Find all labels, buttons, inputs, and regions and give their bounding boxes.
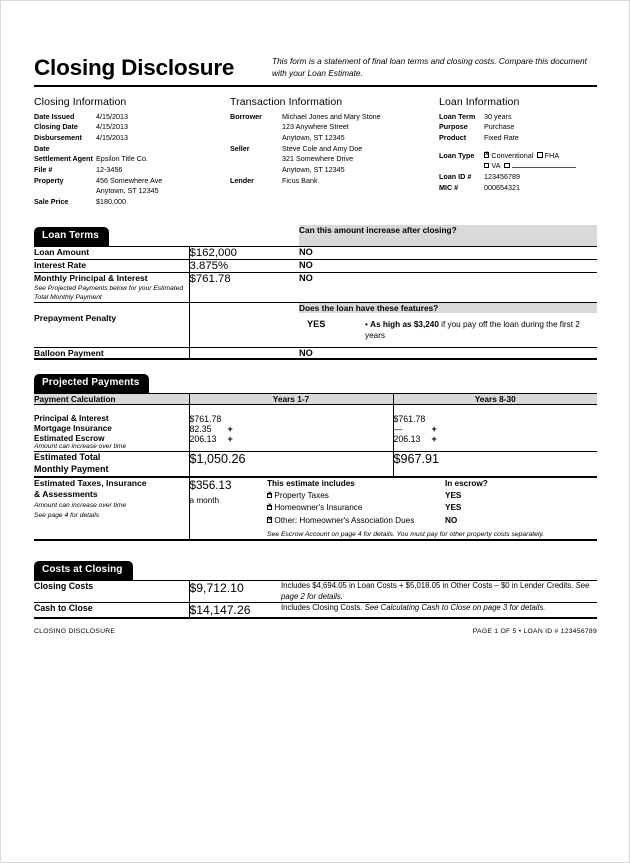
row-col2-mortgage-insurance [393,424,597,434]
desc-plain: Includes Closing Costs. [281,603,365,613]
loan-terms-table [34,225,597,360]
checkbox-va-icon[interactable] [484,163,489,168]
projected-payments-section [34,372,597,541]
label-line1: Estimated Total [34,452,101,463]
row-col2-principal-interest [393,404,597,424]
row-col2-estimated-escrow [393,434,597,452]
label: MIC # [439,182,459,192]
value: 4/15/2013 [96,122,128,132]
table-row-interest-rate [34,259,597,272]
desc-italic: See Calculating Cash to Close on page 3 for details. [364,603,546,613]
amount-period: a month [189,496,220,506]
label: Loan ID # [439,171,472,181]
loan-information-block [439,96,597,208]
document-header [34,1,597,82]
option-label-va: VA [491,161,501,171]
row-col1-mortgage-insurance [189,424,393,434]
label: Borrower [230,111,262,121]
info-row-borrower-line3: Anytown, ST 12345 [282,132,345,142]
table-row-principal-interest [34,404,597,424]
loan-terms-features-header-row [34,303,597,314]
row-amount-cash-to-close: $14,147.26 [189,603,281,619]
escrow-footnote: See Escrow Account on page 4 for details. You must pay for other property costs separately. [267,530,545,538]
row-label-estimated-taxes [34,477,189,541]
loan-type-options-row1 [484,151,597,162]
page-content [34,1,597,635]
loan-information-heading: Loan Information [439,95,520,108]
row-label-closing-costs: Closing Costs [34,580,189,603]
label-note: Amount can increase over time [34,442,127,450]
info-row-file-number [34,165,230,176]
label-line1: Estimated Taxes, Insurance [34,477,147,488]
item-label-cell [267,502,445,514]
value: 000654321 [484,182,520,192]
prepayment-detail-rest: if you pay off the loan during the first 2 years [365,320,580,341]
value: 12-3456 [96,164,123,174]
loan-terms-tab: Loan Terms [34,227,109,246]
empty-cell [189,372,393,393]
row-label-mortgage-insurance: Mortgage Insurance [34,423,112,433]
desc-italic: See page 2 for details. [281,580,590,601]
info-row-property [34,176,230,187]
empty-cell [281,559,597,580]
table-row-estimated-escrow [34,434,597,452]
info-row-sale-price [34,197,230,208]
info-row-borrower-line2: 123 Anywhere Street [282,122,349,132]
amount: $356.13 [189,478,232,492]
loan-type-other-input[interactable] [512,161,576,168]
info-row-product [439,133,597,144]
prepayment-answer: YES [307,319,326,330]
label: Date Issued [34,111,75,121]
loan-terms-features-header: Does the loan have these features? [299,303,597,314]
header-description: This form is a statement of final loan terms and closing costs. Compare this document with your Loan Estimate. [272,56,587,78]
row-value-monthly-principal-interest: $761.78 [189,272,299,302]
row-label-estimated-escrow [34,434,189,452]
estimated-taxes-includes-cell [267,477,597,541]
table-row-monthly-principal-interest [34,272,597,302]
desc-plain: Includes $4,694.05 in Loan Costs + $5,018.05 in Other Costs – $0 in Lender Credits. [281,580,576,590]
label: Disbursement Date [34,132,82,153]
amount: 206.13 [393,433,421,444]
amount: $761.78 [393,413,426,424]
projected-payments-table [34,372,597,476]
projected-payments-header-row [34,372,597,393]
label-note2: See page 4 for details [34,512,100,520]
includes-header: This estimate includes [267,478,355,488]
row-label-monthly-principal-interest [34,272,189,302]
empty-cell [189,559,281,580]
item-label-cell [267,515,445,527]
value: 456 Somewhere Ave [96,175,163,185]
row-value-interest-rate: 3.875% [189,259,299,272]
costs-at-closing-section [34,559,597,619]
label: Seller [230,143,250,153]
col-header-years-1-7: Years 1-7 [189,393,393,404]
transaction-information-block [230,96,439,208]
value: Epsilon Title Co. [96,154,148,164]
loan-terms-section [34,225,597,360]
plus-sign: + [227,423,233,434]
table-row-loan-amount [34,246,597,259]
value: $180,000 [96,196,126,206]
info-row-borrower [230,112,439,123]
table-row-estimated-total-monthly-payment [34,452,597,476]
label: Purpose [439,122,468,132]
row-label-balloon-payment: Balloon Payment [34,348,189,360]
row-answer-interest-rate: NO [299,259,597,272]
empty-cell [189,303,299,314]
estimated-taxes-amount-cell [189,477,267,541]
info-row-loan-type [439,151,597,162]
col-header-payment-calculation: Payment Calculation [34,393,189,404]
projected-payments-tab-cell [34,372,189,393]
label: Loan Term [439,111,476,121]
item-label-cell [267,490,445,502]
loan-terms-tab-cell [34,225,189,246]
option-label-fha: FHA [544,150,560,160]
closing-information-heading: Closing Information [34,95,127,108]
plus-sign: + [431,423,437,434]
row-label-cash-to-close: Cash to Close [34,603,189,619]
row-description-closing-costs [281,580,597,603]
spacer [34,360,597,372]
row-label-prepayment-penalty: Prepayment Penalty [34,313,117,324]
info-row-seller [230,144,439,155]
row-value-loan-amount: $162,000 [189,246,299,259]
projected-payments-column-headers [34,393,597,404]
row-description-cash-to-close [281,603,597,619]
row-col1-estimated-escrow [189,434,393,452]
row-label-loan-amount: Loan Amount [34,246,189,259]
item-in-escrow: YES [445,491,462,501]
value: Fixed Rate [484,132,519,142]
table-row-balloon-payment [34,348,597,360]
costs-header-row [34,559,597,580]
empty-cell [393,372,597,393]
amount: — [393,423,403,434]
item-in-escrow: YES [445,503,462,513]
label: Property [34,175,64,185]
costs-at-closing-table [34,559,597,619]
label: File # [34,164,53,174]
row-answer-monthly-principal-interest: NO [299,272,597,302]
checkbox-property-taxes-icon[interactable] [267,493,272,498]
label: Product [439,132,467,142]
info-row-date-issued [34,112,230,123]
information-columns [34,87,597,208]
option-label-conventional: Conventional [491,150,534,160]
info-row-mic [439,183,597,194]
label-text: Monthly Principal & Interest [34,272,148,283]
row-value-prepayment-penalty [189,313,299,348]
amount: $761.78 [189,413,222,424]
plus-sign: + [431,433,437,444]
info-row-closing-date [34,122,230,133]
row-label-interest-rate: Interest Rate [34,259,189,272]
row-col1-estimated-total: $1,050.26 [189,452,393,476]
prepayment-detail: • As high as $3,240 if you pay off the loan during the first 2 years [365,320,580,341]
checkbox-fha-icon[interactable] [537,152,542,157]
info-row-lender [230,176,439,187]
label-text: Estimated Escrow [34,433,105,443]
includes-header-row [267,478,597,490]
table-row-mortgage-insurance [34,424,597,434]
label: Loan Type [439,150,475,160]
amount: 82.35 [189,423,212,434]
list-item-homeowners-insurance [267,502,597,514]
spacer [439,144,597,151]
table-row-cash-to-close [34,603,597,619]
item-label: Homeowner's Insurance [274,503,363,513]
info-row-loan-term [439,112,597,123]
row-col2-estimated-total: $967.91 [393,452,597,476]
value: Steve Cole and Amy Doe [282,143,363,153]
col-header-years-8-30: Years 8-30 [393,393,597,404]
item-label: Property Taxes [274,491,329,501]
label-line2: Monthly Payment [34,464,109,475]
estimated-taxes-table [34,476,597,542]
value: 4/15/2013 [96,111,128,121]
row-answer-balloon-payment: NO [299,348,597,360]
page-title: Closing Disclosure [34,55,235,81]
info-row-loan-id [439,172,597,183]
checkbox-other-hoa-dues-icon[interactable] [267,517,272,522]
label: Closing Date [34,122,78,132]
row-value-balloon-payment [189,348,299,360]
list-item-property-taxes [267,490,597,502]
transaction-information-heading: Transaction Information [230,95,343,108]
row-label-principal-interest: Principal & Interest [34,404,189,424]
label-line2: & Assessments [34,488,98,499]
page-footer [34,619,597,635]
spacer [34,541,597,559]
in-escrow-header: In escrow? [445,478,488,488]
loan-terms-header-row [34,225,597,246]
label: Sale Price [34,196,69,206]
spacer [34,207,597,225]
info-row-property-line2: Anytown, ST 12345 [96,186,159,196]
costs-at-closing-tab: Costs at Closing [34,561,133,580]
checkbox-homeowners-insurance-icon[interactable] [267,505,272,510]
amount: 206.13 [189,433,217,444]
label-note1: Amount can increase over time [34,502,127,510]
info-row-seller-line3: Anytown, ST 12345 [282,164,345,174]
closing-information-block [34,96,230,208]
checkbox-other-icon[interactable] [504,163,509,168]
checkbox-conventional-icon[interactable] [484,152,489,157]
value: 30 years [484,111,512,121]
plus-sign: + [227,433,233,444]
loan-terms-increase-header: Can this amount increase after closing? [299,225,597,246]
table-row-estimated-taxes [34,477,597,541]
table-row-closing-costs [34,580,597,603]
list-item-other-hoa-dues [267,515,597,527]
info-row-settlement-agent [34,154,230,165]
footer-left: CLOSING DISCLOSURE [34,628,116,636]
value: Michael Jones and Mary Stone [282,111,381,121]
info-row-purpose [439,122,597,133]
value: 4/15/2013 [96,132,128,142]
prepayment-detail-bold: As high as $3,240 [370,320,439,330]
label: Settlement Agent [34,154,93,164]
empty-cell [34,303,189,314]
label-note: See Projected Payments below for your Estimated Total Monthly Payment [34,284,184,302]
row-label-estimated-total [34,452,189,476]
table-row-prepayment-penalty [34,313,597,348]
label: Lender [230,175,254,185]
info-row-disbursement-date [34,133,230,154]
info-row-seller-line2: 321 Somewhere Drive [282,154,354,164]
row-answer-prepayment-penalty [299,313,597,348]
value: Ficus Bank [282,175,318,185]
costs-tab-cell [34,559,189,580]
empty-cell [189,225,299,246]
row-col1-principal-interest [189,404,393,424]
value: Purchase [484,122,515,132]
item-in-escrow: NO [445,515,458,525]
loan-type-options-row2 [439,161,597,172]
item-label: Other: Homeowner's Association Dues [274,515,415,525]
row-amount-closing-costs: $9,712.10 [189,580,281,603]
footer-right: PAGE 1 OF 5 • LOAN ID # 123456789 [472,628,597,636]
projected-payments-tab: Projected Payments [34,374,149,393]
row-answer-loan-amount: NO [299,246,597,259]
value: 123456789 [484,171,520,181]
